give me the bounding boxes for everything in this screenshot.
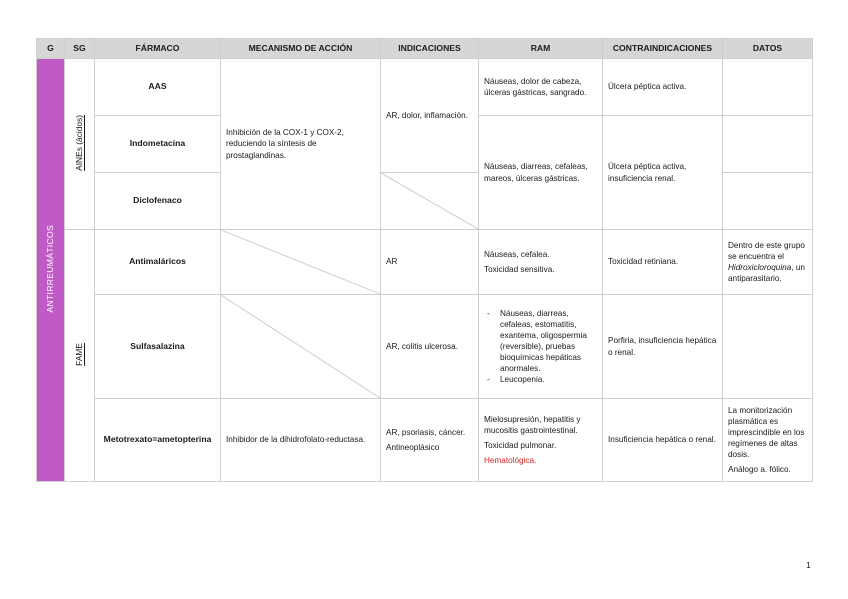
aines-ram: Náuseas, diarreas, cefaleas, mareos, úlceras gástricas. — [479, 116, 603, 230]
pharmacology-table — [36, 38, 813, 482]
header-mecanismo: MECANISMO DE ACCIÓN — [221, 39, 381, 59]
metotrexato-ind-1: AR, psoriasis, cáncer. — [386, 427, 466, 437]
antimalaricos-ram-2: Toxicidad sensitiva. — [484, 265, 555, 274]
header-sg: SG — [65, 39, 95, 59]
list-item: - Náuseas, diarreas, cefaleas, estomatitis, exantema, oligospermia (reversible), pruebas bioquímicas hepáticas anormales. — [500, 308, 597, 374]
metotrexato-ram-1: Mielosupresión, hepatitis y mucositis gastrointestinal. — [484, 414, 581, 435]
table-row — [37, 230, 813, 295]
metotrexato-ram — [479, 399, 603, 482]
diagonal-strike — [381, 173, 478, 229]
list-item: - Leucopenia. — [500, 374, 597, 385]
aines-contra: Úlcera péptica activa, insuficiencia renal. — [603, 116, 723, 230]
header-indicaciones: INDICACIONES — [381, 39, 479, 59]
diclofenaco-datos — [723, 173, 813, 230]
group-cell — [37, 59, 65, 482]
header-ram: RAM — [479, 39, 603, 59]
antimalaricos-ram — [479, 230, 603, 295]
table-row — [37, 59, 813, 116]
page-number: 1 — [806, 560, 811, 570]
subgroup-label-fame: FAME — [73, 342, 84, 366]
indometacina-datos — [723, 116, 813, 173]
subgroup-cell-aines — [65, 59, 95, 230]
antimalaricos-datos-italic: Hidroxicloroquina — [728, 263, 792, 272]
table-row — [37, 399, 813, 482]
header-g: G — [37, 39, 65, 59]
drug-metotrexato: Metotrexato=ametopterina — [95, 399, 221, 482]
sulfasalazina-ram — [479, 295, 603, 399]
metotrexato-ram-2: Toxicidad pulmonar. — [484, 441, 557, 450]
aines-mecanismo: Inhibición de la COX-1 y COX-2, reduciendo la síntesis de prostaglandinas. — [221, 59, 381, 230]
antimalaricos-datos — [723, 230, 813, 295]
drug-antimalaricos: Antimaláricos — [95, 230, 221, 295]
drug-indometacina: Indometacina — [95, 116, 221, 173]
header-row — [37, 39, 813, 59]
header-farmaco: FÁRMACO — [95, 39, 221, 59]
aines-indicaciones: AR, dolor, inflamación. — [381, 59, 479, 173]
antimalaricos-datos-after: , un antiparasitario. — [728, 263, 805, 284]
diagonal-strike — [221, 295, 380, 398]
subgroup-label-aines: AINEs (ácidos) — [73, 114, 84, 171]
diagonal-strike — [221, 230, 380, 294]
subgroup-cell-fame — [65, 230, 95, 482]
metotrexato-mecanismo: Inhibidor de la dihidrofolato-reductasa. — [221, 399, 381, 482]
metotrexato-indicaciones — [381, 399, 479, 482]
antimalaricos-indicaciones: AR — [381, 230, 479, 295]
drug-sulfasalazina: Sulfasalazina — [95, 295, 221, 399]
aas-datos — [723, 59, 813, 116]
aas-contra: Úlcera péptica activa. — [603, 59, 723, 116]
metotrexato-datos — [723, 399, 813, 482]
metotrexato-ram-3: Hematológica. — [484, 456, 537, 466]
header-datos: DATOS — [723, 39, 813, 59]
metotrexato-ind-2: Antineoplásico — [386, 443, 440, 452]
antimalaricos-mecanismo-empty — [221, 230, 381, 295]
sulfasalazina-ram-list — [484, 308, 597, 385]
sulfasalazina-contra: Porfiria, insuficiencia hepática o renal. — [603, 295, 723, 399]
metotrexato-contra: Insuficiencia hepática o renal. — [603, 399, 723, 482]
drug-aas: AAS — [95, 59, 221, 116]
drug-diclofenaco: Diclofenaco — [95, 173, 221, 230]
metotrexato-datos-1: La monitorización plasmática es imprescindible en los regímenes de altas dosis. — [728, 405, 805, 460]
antimalaricos-contra: Toxicidad retiniana. — [603, 230, 723, 295]
metotrexato-datos-2: Análogo a. fólico. — [728, 465, 791, 475]
table-row — [37, 295, 813, 399]
header-contraindicaciones: CONTRAINDICACIONES — [603, 39, 723, 59]
antimalaricos-datos-before: Dentro de este grupo se encuentra el — [728, 240, 805, 261]
diclofenaco-indicaciones-empty — [381, 173, 479, 230]
sulfasalazina-mecanismo-empty — [221, 295, 381, 399]
group-label: ANTIRREUMÁTICOS — [44, 224, 55, 313]
antimalaricos-ram-1: Náuseas, cefalea. — [484, 249, 550, 259]
sulfasalazina-indicaciones: AR, colitis ulcerosa. — [381, 295, 479, 399]
aas-ram: Náuseas, dolor de cabeza, úlceras gástricas, sangrado. — [479, 59, 603, 116]
sulfasalazina-datos — [723, 295, 813, 399]
